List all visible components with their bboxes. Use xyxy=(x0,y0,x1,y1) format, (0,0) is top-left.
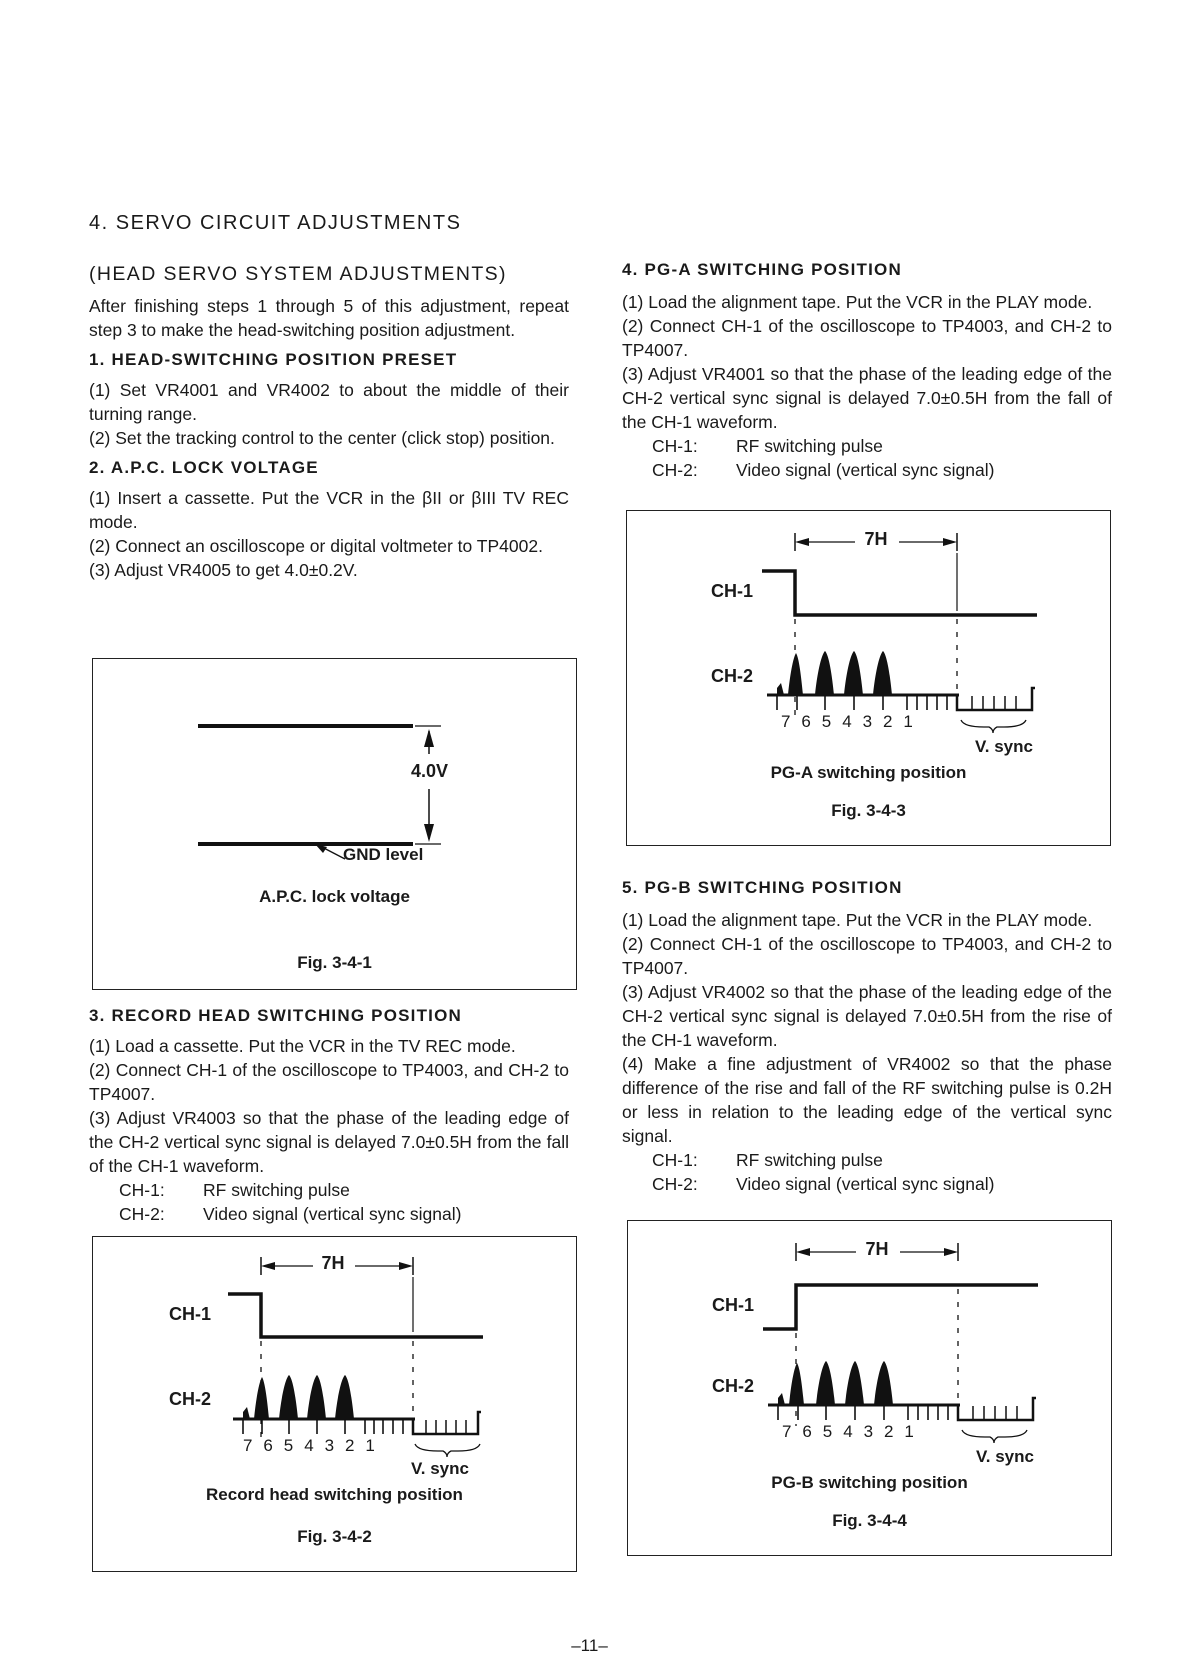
pg-b-section xyxy=(622,876,1112,1196)
ch1-waveform xyxy=(228,1294,483,1337)
vsync-bracket xyxy=(962,1430,1027,1443)
step-text: (1) Load a cassette. Put the VCR in the TV REC mode. xyxy=(89,1036,516,1056)
ch2-pulse-burst xyxy=(777,651,892,695)
heading-pg-a-switching: 4. PG-A SWITCHING POSITION xyxy=(622,260,902,279)
heading-apc-lock-voltage: 2. A.P.C. LOCK VOLTAGE xyxy=(89,458,319,477)
tick-numbers: 7 6 5 4 3 2 1 xyxy=(243,1436,376,1455)
tick-numbers: 7 6 5 4 3 2 1 xyxy=(782,1422,915,1441)
intro-paragraph: After finishing steps 1 through 5 of this adjustment, repeat step 3 to make the head-switching position adjustment. xyxy=(89,296,569,340)
ch2-label: CH-2 xyxy=(169,1389,212,1409)
apc-voltage-diagram xyxy=(93,659,576,989)
step-text: (1) Load the alignment tape. Put the VCR in the PLAY mode. xyxy=(622,292,1093,312)
step-text: (3) Adjust VR4005 to get 4.0±0.2V. xyxy=(89,560,358,580)
vsync-pulse xyxy=(958,1398,1036,1420)
ch1-waveform xyxy=(762,571,1037,615)
vsync-bracket xyxy=(961,720,1026,733)
ch2-label: CH-2 xyxy=(711,666,754,686)
arrow-up-icon xyxy=(424,729,434,747)
ch2-pulse-burst xyxy=(778,1361,893,1405)
figure-number: Fig. 3-4-3 xyxy=(831,801,906,820)
figure-caption: Record head switching position xyxy=(206,1485,463,1504)
page-number: –11– xyxy=(571,1636,608,1655)
figure-pg-b-switching xyxy=(627,1220,1112,1556)
figure-number: Fig. 3-4-2 xyxy=(297,1527,372,1546)
ch2-label: CH-2 xyxy=(712,1376,755,1396)
channel-row: CH-1: RF switching pulse xyxy=(652,436,883,456)
channel-row: CH-2: Video signal (vertical sync signal) xyxy=(119,1204,462,1224)
sync-ticks xyxy=(243,1419,403,1434)
vsync-label: V. sync xyxy=(411,1459,469,1478)
span-label: 7H xyxy=(864,529,888,549)
arrow-down-icon xyxy=(424,824,434,842)
span-label: 7H xyxy=(321,1253,345,1273)
vsync-pulse xyxy=(413,1412,481,1434)
step-text: (4) Make a fine adjustment of VR4002 so that the phase difference of the rise and fall of the RF switching pulse is 0.2H or less in relation to the leading edge of the vertical sync signal. xyxy=(622,1054,1112,1146)
channel-row: CH-2: Video signal (vertical sync signal) xyxy=(652,1174,995,1194)
gnd-level-label: GND level xyxy=(343,845,424,864)
step-text: (1) Set VR4001 and VR4002 to about the middle of their turning range. xyxy=(89,380,569,424)
tick-numbers: 7 6 5 4 3 2 1 xyxy=(781,712,914,731)
figure-pg-a-switching xyxy=(626,510,1111,846)
step-text: (2) Set the tracking control to the center (click stop) position. xyxy=(89,428,555,448)
vsync-pulse xyxy=(957,688,1035,710)
step-text: (3) Adjust VR4003 so that the phase of the leading edge of the CH-2 vertical sync signal is delayed 7.0±0.5H from the fall of the CH-1 waveform. xyxy=(89,1108,569,1176)
channel-row: CH-1: RF switching pulse xyxy=(652,1150,883,1170)
ch2-pulse-burst xyxy=(243,1375,354,1419)
figure-number: Fig. 3-4-1 xyxy=(297,953,372,972)
step-text: (3) Adjust VR4002 so that the phase of the leading edge of the CH-2 vertical sync signal is delayed 7.0±0.5H from the rise of the CH-1 waveform. xyxy=(622,982,1112,1050)
step-text: (1) Insert a cassette. Put the VCR in the βII or βIII TV REC mode. xyxy=(89,488,569,532)
voltage-label: 4.0V xyxy=(411,761,449,781)
figure-caption: A.P.C. lock voltage xyxy=(259,887,410,906)
subsection-title: (HEAD SERVO SYSTEM ADJUSTMENTS) xyxy=(89,263,507,285)
ch1-label: CH-1 xyxy=(169,1304,212,1324)
left-column xyxy=(89,262,569,582)
figure-record-head-switching xyxy=(92,1236,577,1572)
section-title: 4. SERVO CIRCUIT ADJUSTMENTS xyxy=(89,212,462,234)
vsync-label: V. sync xyxy=(976,1447,1034,1466)
channel-row: CH-1: RF switching pulse xyxy=(119,1180,350,1200)
figure-caption: PG-A switching position xyxy=(770,763,967,782)
ch1-label: CH-1 xyxy=(711,581,754,601)
waveform-diagram xyxy=(628,1221,1111,1555)
ch1-waveform xyxy=(763,1285,1038,1329)
step-text: (2) Connect CH-1 of the oscilloscope to TP4003, and CH-2 to TP4007. xyxy=(622,316,1112,360)
figure-number: Fig. 3-4-4 xyxy=(832,1511,907,1530)
step-text: (2) Connect CH-1 of the oscilloscope to TP4003, and CH-2 to TP4007. xyxy=(89,1060,569,1104)
step-text: (2) Connect CH-1 of the oscilloscope to TP4003, and CH-2 to TP4007. xyxy=(622,934,1112,978)
step-text: (1) Load the alignment tape. Put the VCR in the PLAY mode. xyxy=(622,910,1093,930)
record-head-section xyxy=(89,1004,569,1226)
heading-record-head-switching: 3. RECORD HEAD SWITCHING POSITION xyxy=(89,1006,463,1025)
waveform-diagram xyxy=(627,511,1110,845)
figure-caption: PG-B switching position xyxy=(771,1473,968,1492)
figure-apc-lock-voltage xyxy=(92,658,577,990)
heading-head-switching-preset: 1. HEAD-SWITCHING POSITION PRESET xyxy=(89,350,458,369)
waveform-diagram xyxy=(93,1237,576,1571)
ch1-label: CH-1 xyxy=(712,1295,755,1315)
heading-pg-b-switching: 5. PG-B SWITCHING POSITION xyxy=(622,878,903,897)
pg-a-section xyxy=(622,258,1112,482)
sync-ticks xyxy=(778,1405,948,1420)
channel-row: CH-2: Video signal (vertical sync signal) xyxy=(652,460,995,480)
step-text: (3) Adjust VR4001 so that the phase of the leading edge of the CH-2 vertical sync signal is delayed 7.0±0.5H from the fall of the CH-1 waveform. xyxy=(622,364,1112,432)
span-label: 7H xyxy=(865,1239,889,1259)
sync-ticks xyxy=(777,695,947,710)
step-text: (2) Connect an oscilloscope or digital voltmeter to TP4002. xyxy=(89,536,543,556)
vsync-label: V. sync xyxy=(975,737,1033,756)
vsync-bracket xyxy=(415,1444,480,1457)
